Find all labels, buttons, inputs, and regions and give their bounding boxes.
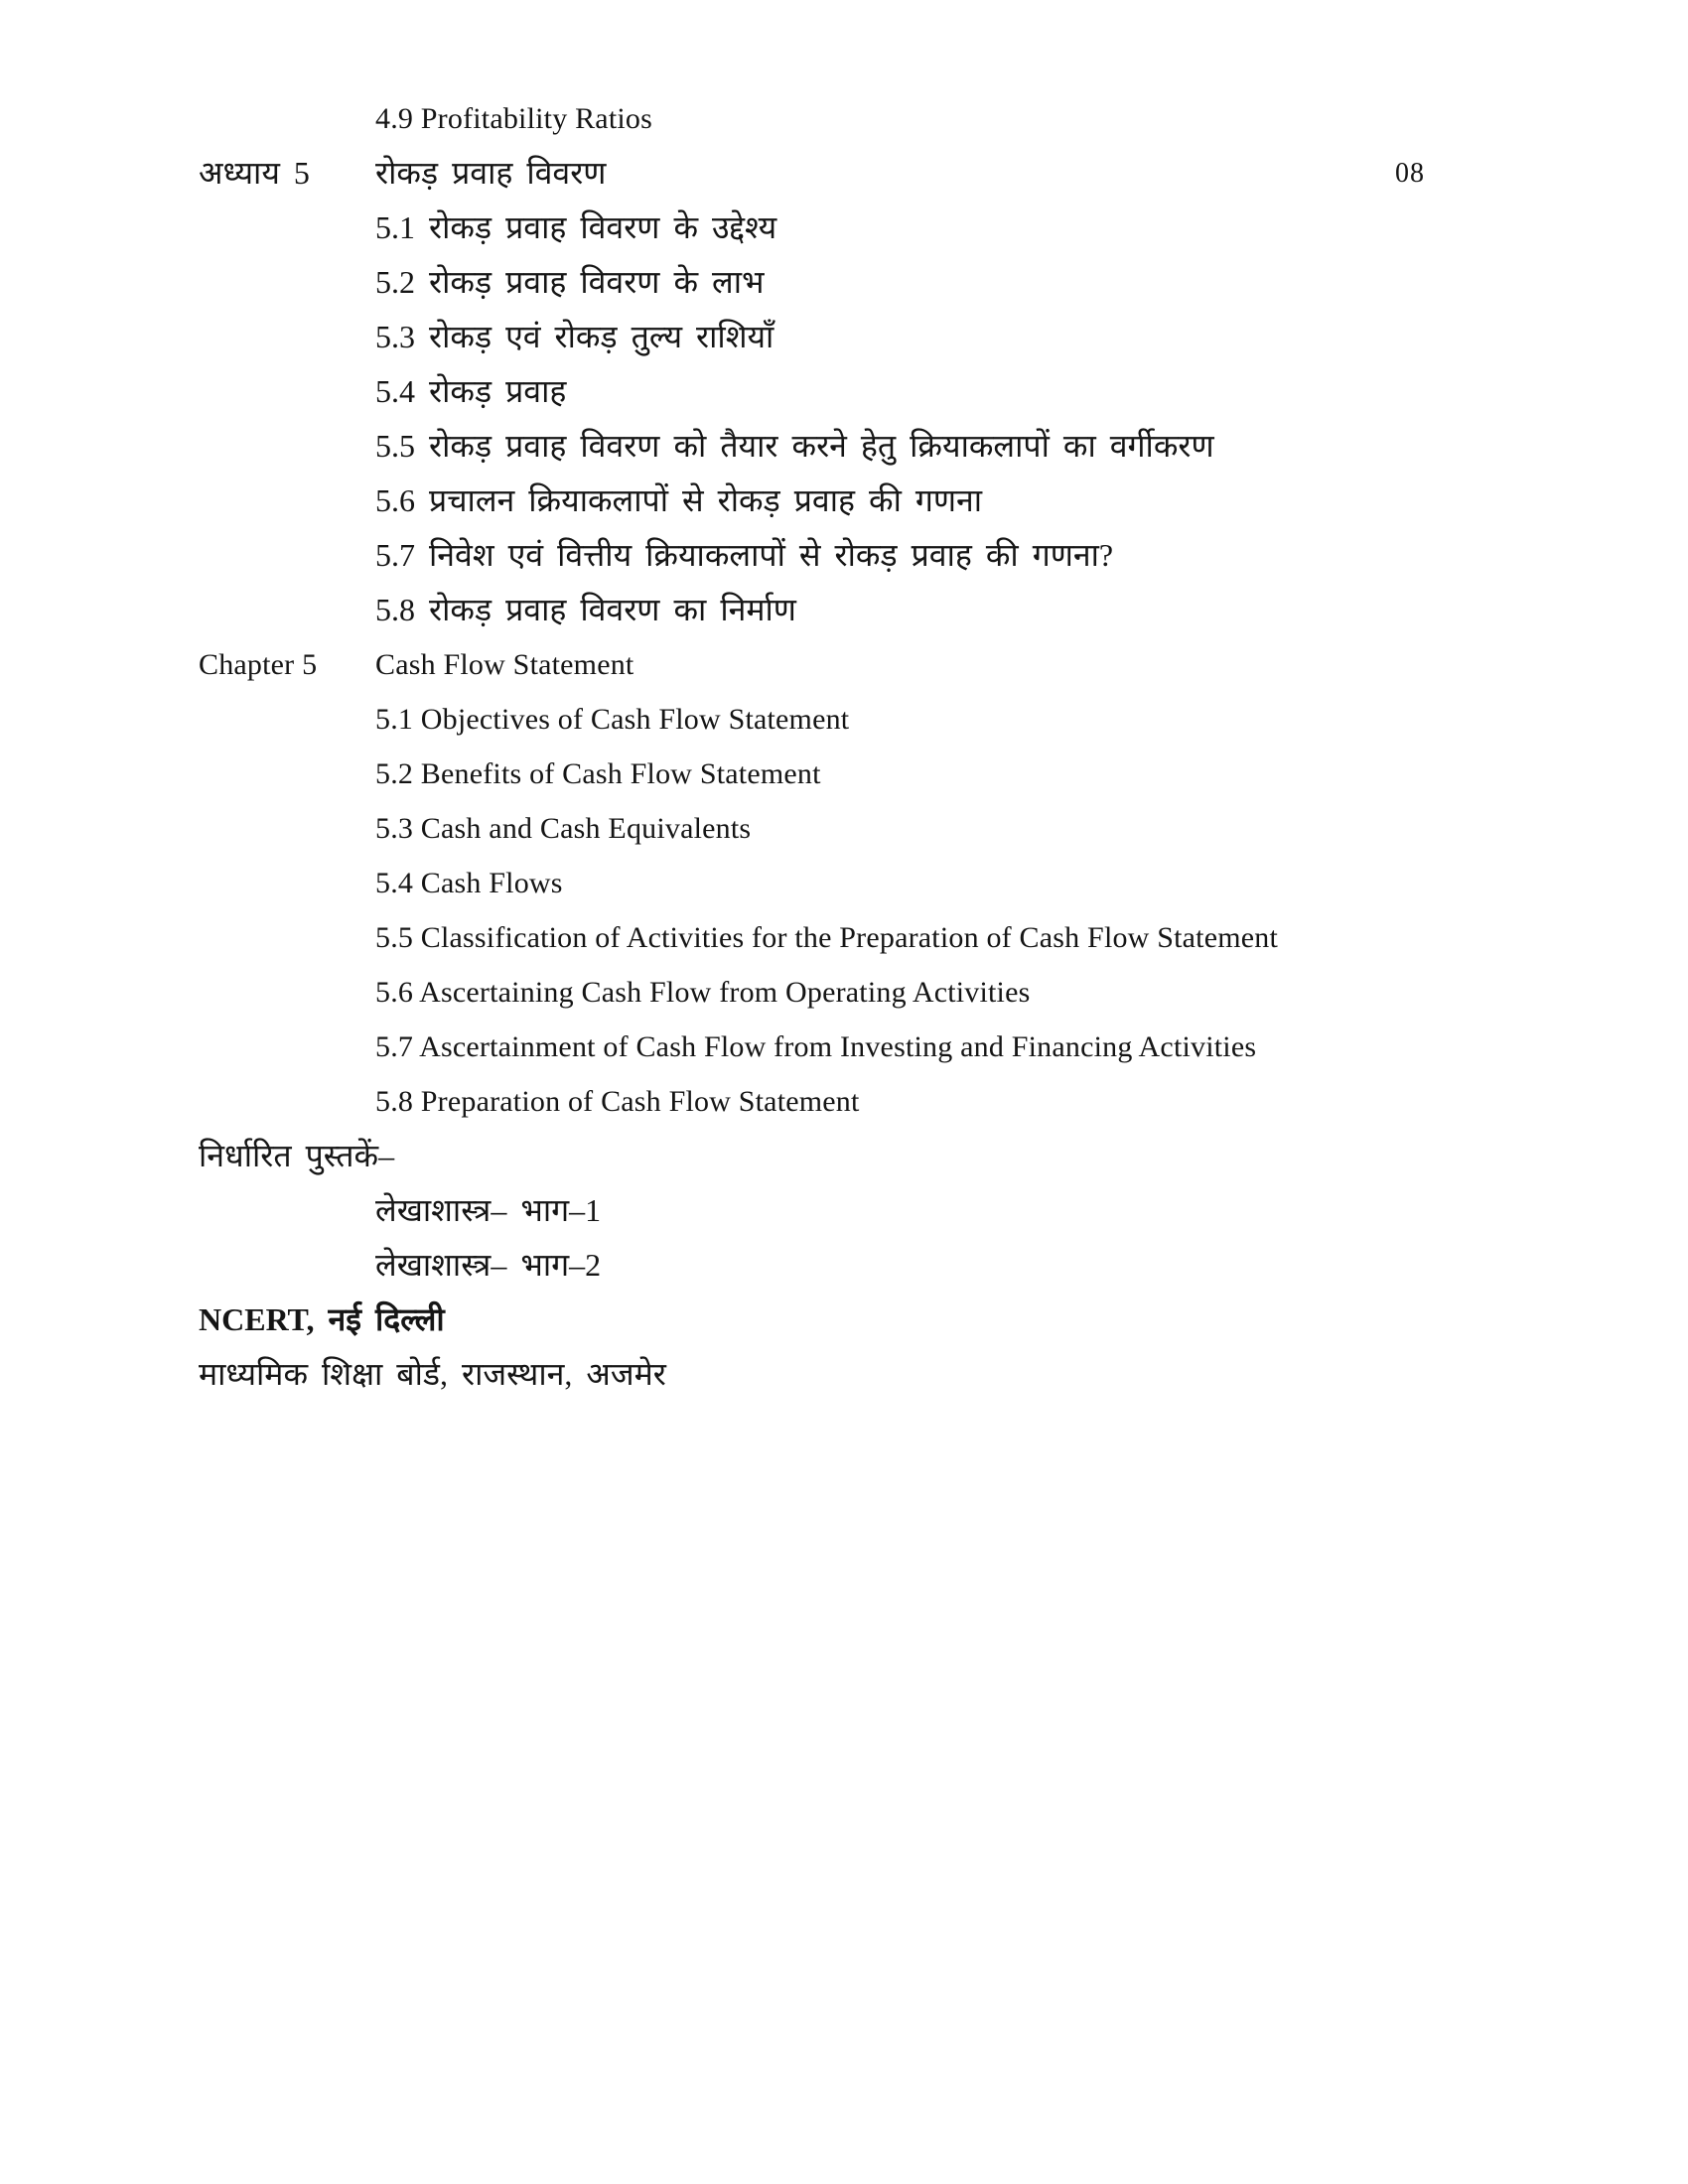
toc-item-hindi: 5.3 रोकड़ एवं रोकड़ तुल्य राशियाँ [375, 319, 774, 354]
english-chapter-title: Cash Flow Statement [375, 648, 634, 681]
toc-item-hindi: 5.6 प्रचालन क्रियाकलापों से रोकड़ प्रवाह की गणना [375, 482, 983, 518]
chapter-page-number: 08 [1395, 158, 1425, 189]
book-item: लेखाशास्त्र– भाग–2 [375, 1247, 602, 1283]
toc-item-hindi: 5.4 रोकड़ प्रवाह [375, 373, 567, 409]
toc-item-english: 5.3 Cash and Cash Equivalents [375, 812, 752, 845]
toc-item-english: 5.2 Benefits of Cash Flow Statement [375, 757, 821, 790]
toc-item-english: 5.6 Ascertaining Cash Flow from Operating Activities [375, 976, 1031, 1009]
toc-item-previous-chapter: 4.9 Profitability Ratios [375, 102, 652, 135]
toc-item-english: 5.1 Objectives of Cash Flow Statement [375, 703, 850, 736]
toc-item-english: 5.5 Classification of Activities for the Preparation of Cash Flow Statement [375, 921, 1279, 954]
toc-item-hindi: 5.1 रोकड़ प्रवाह विवरण के उद्देश्य [375, 209, 777, 245]
toc-item-english: 5.7 Ascertainment of Cash Flow from Investing and Financing Activities [375, 1030, 1257, 1063]
hindi-chapter-row [0, 146, 1688, 201]
prescribed-books-heading: निर्धारित पुस्तकें– [199, 1138, 395, 1173]
publisher-board: माध्यमिक शिक्षा बोर्ड, राजस्थान, अजमेर [199, 1356, 666, 1392]
english-chapter-row [0, 637, 1688, 692]
toc-item-hindi: 5.2 रोकड़ प्रवाह विवरण के लाभ [375, 264, 765, 300]
publisher-ncert: NCERT, नई दिल्ली [199, 1301, 445, 1337]
hindi-chapter-label: अध्याय 5 [199, 155, 310, 191]
toc-item-english: 5.4 Cash Flows [375, 867, 563, 899]
toc-item-hindi: 5.7 निवेश एवं वित्तीय क्रियाकलापों से रोकड़ प्रवाह की गणना? [375, 537, 1114, 573]
toc-item-hindi: 5.8 रोकड़ प्रवाह विवरण का निर्माण [375, 592, 796, 627]
hindi-chapter-title: रोकड़ प्रवाह विवरण [375, 155, 607, 191]
book-item: लेखाशास्त्र– भाग–1 [375, 1192, 602, 1228]
toc-item-hindi: 5.5 रोकड़ प्रवाह विवरण को तैयार करने हेतु क्रियाकलापों का वर्गीकरण [375, 428, 1214, 464]
toc-item-english: 5.8 Preparation of Cash Flow Statement [375, 1085, 860, 1118]
english-chapter-label: Chapter 5 [199, 648, 318, 681]
